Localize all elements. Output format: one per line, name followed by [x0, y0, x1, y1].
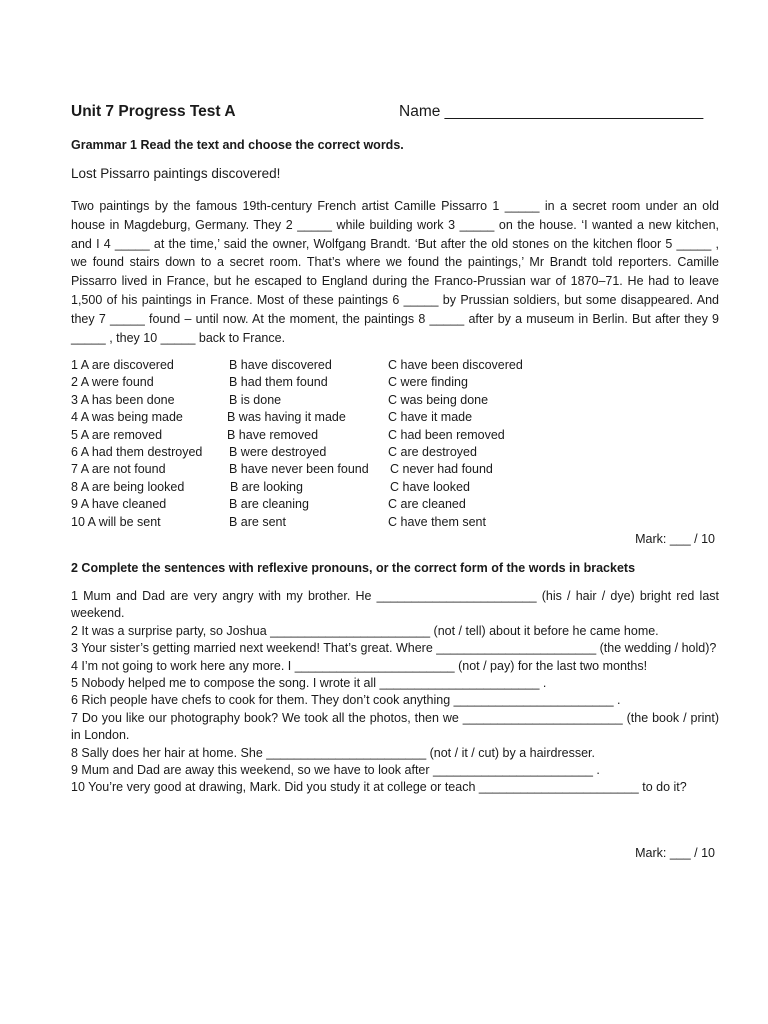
article-title: Lost Pissarro paintings discovered! — [71, 166, 281, 181]
option-c: C have it made — [388, 410, 473, 425]
option-row — [71, 444, 719, 461]
sentence-item: 7 Do you like our photography book? We took all the photos, then we _______________________ (the book / print) in London. — [71, 710, 719, 743]
section1-heading: Grammar 1 Read the text and choose the correct words. — [71, 138, 404, 152]
option-b: B is done — [229, 392, 282, 407]
sentence-item: 4 I’m not going to work here any more. I _______________________ (not / pay) for the last two months! — [71, 658, 648, 673]
name-field-label: Name ______________________________ — [399, 103, 704, 120]
option-c: C have looked — [390, 479, 470, 494]
sentence-item: 10 You’re very good at drawing, Mark. Did you study it at college or teach _______________________ to do it? — [71, 780, 687, 795]
option-row — [71, 496, 719, 513]
option-row — [71, 374, 719, 391]
answer-options-list — [71, 357, 719, 531]
option-c: C had been removed — [388, 427, 505, 442]
option-b: B are sent — [229, 514, 286, 529]
option-b: B were destroyed — [229, 444, 327, 459]
option-c: C never had found — [390, 462, 493, 477]
sentence-list — [71, 588, 719, 797]
option-a: 6 A had them destroyed — [71, 444, 203, 459]
option-a: 4 A was being made — [71, 410, 183, 425]
sentence-item: 5 Nobody helped me to compose the song. I wrote it all _______________________ . — [71, 676, 547, 691]
option-a: 7 A are not found — [71, 462, 166, 477]
option-row — [71, 392, 719, 409]
option-row — [71, 409, 719, 426]
option-a: 2 A were found — [71, 375, 154, 390]
option-c: C were finding — [388, 375, 468, 390]
option-row — [71, 461, 719, 478]
page-title: Unit 7 Progress Test A — [71, 103, 236, 120]
option-a: 5 A are removed — [71, 427, 163, 442]
option-b: B have removed — [227, 427, 319, 442]
sentence-item: 1 Mum and Dad are very angry with my brother. He _______________________ (his / hair / dye) bright red last weekend. — [71, 589, 719, 621]
option-row — [71, 357, 719, 374]
section2-mark: Mark: ___ / 10 — [635, 846, 715, 860]
page-header — [71, 103, 719, 127]
sentence-item: 2 It was a surprise party, so Joshua _______________________ (not / tell) about it before he came home. — [71, 623, 659, 638]
option-b: B are cleaning — [229, 497, 309, 512]
option-b: B have discovered — [229, 358, 332, 372]
option-b: B are looking — [230, 479, 303, 494]
option-a: 1 A are discovered — [71, 358, 174, 372]
option-c: C have them sent — [388, 514, 486, 529]
option-b: B was having it made — [227, 410, 346, 425]
option-c: C are destroyed — [388, 444, 477, 459]
option-a: 9 A have cleaned — [71, 497, 167, 512]
sentence-item: 9 Mum and Dad are away this weekend, so we have to look after _______________________ . — [71, 763, 600, 778]
article-paragraph: Two paintings by the famous 19th-century French artist Camille Pissarro 1 _____ in a secret room under an old house in Magdeburg, Germany. They 2 _____ while building work 3 _____ on the house. ‘I wanted a new kitchen, and I 4 _____ at the time,’ said the owner, Wolfgang Brandt. ‘But after the old stones on the kitchen floor 5 _____ , we found stairs down to a secret room. That’s where we found the paintings,’ Mr Brandt told reporters. Camille Pissarro lived in France, but he escaped to England during the Franco-Prussian war of 1870–71. He had to leave 1,500 of his paintings in France. Most of these paintings 6 _____ by Prussian soldiers, but some disappeared. And they 7 _____ found – until now. At the moment, the paintings 8 _____ after by a museum in Berlin. But after they 9 _____ , they 10 _____ back to France. — [71, 199, 719, 345]
sentence-item: 8 Sally does her hair at home. She _______________________ (not / it / cut) by a hairdresser. — [71, 745, 595, 760]
option-a: 10 A will be sent — [71, 514, 161, 529]
option-c: C was being done — [388, 392, 489, 407]
section2-heading: 2 Complete the sentences with reflexive pronouns, or the correct form of the words in brackets — [71, 561, 636, 575]
option-c: C are cleaned — [388, 497, 466, 512]
option-c: C have been discovered — [388, 358, 523, 372]
option-b: B had them found — [229, 375, 328, 390]
sentence-item: 6 Rich people have chefs to cook for them. They don’t cook anything _______________________ . — [71, 693, 621, 708]
option-a: 8 A are being looked — [71, 479, 185, 494]
sentence-item: 3 Your sister’s getting married next weekend! That’s great. Where _______________________ (the wedding / hold)? — [71, 641, 717, 656]
option-row — [71, 514, 719, 531]
option-a: 3 A has been done — [71, 392, 175, 407]
option-row — [71, 427, 719, 444]
option-b: B have never been found — [229, 462, 369, 477]
option-row — [71, 479, 719, 496]
section1-mark: Mark: ___ / 10 — [635, 532, 715, 546]
